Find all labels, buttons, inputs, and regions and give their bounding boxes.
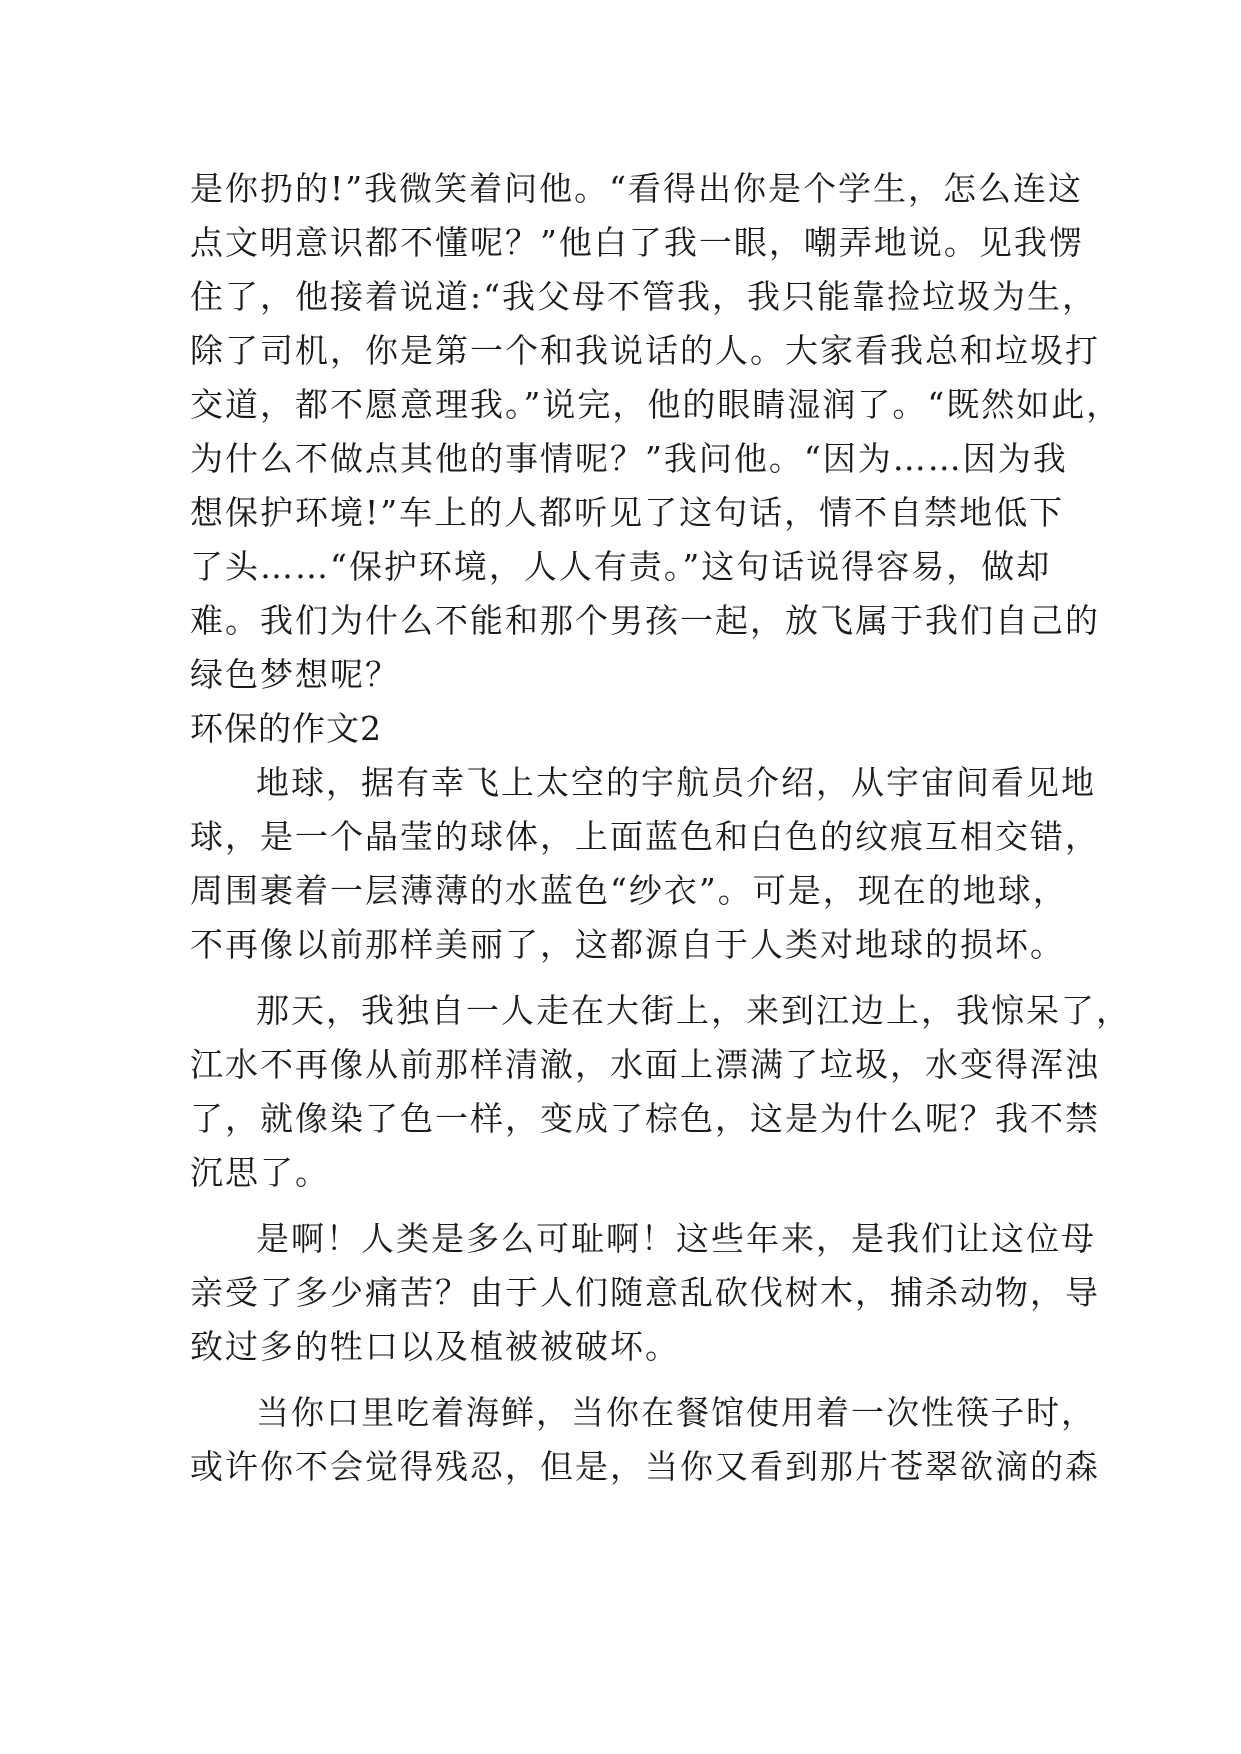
paragraph-3	[190, 984, 1131, 1200]
text-line: 亲受了多少痛苦？由于人们随意乱砍伐树木，捕杀动物，导	[190, 1273, 1100, 1312]
paragraph-4	[190, 1212, 1100, 1374]
text-line: 了头……“保护环境，人人有责。”这句话说得容易，做却	[190, 547, 1052, 586]
text-line: 当你口里吃着海鲜，当你在餐馆使用着一次性筷子时，	[256, 1393, 1096, 1432]
text-line: 致过多的牲口以及植被被破坏。	[190, 1327, 680, 1366]
text-line: 点文明意识都不懂呢？”他白了我一眼，嘲弄地说。见我愣	[190, 223, 1084, 262]
text-line: 交道，都不愿意理我。”说完，他的眼睛湿润了。“既然如此，	[190, 385, 1122, 424]
text-line: 沉思了。	[190, 1153, 330, 1192]
text-line: 除了司机，你是第一个和我说话的人。大家看我总和垃圾打	[190, 331, 1100, 370]
text-line: 地球，据有幸飞上太空的宇航员介绍，从宇宙间看见地	[256, 763, 1096, 802]
text-line: 绿色梦想呢？	[190, 655, 400, 694]
text-line: 江水不再像从前那样清澈，水面上漂满了垃圾，水变得浑浊	[190, 1045, 1100, 1084]
text-line: 不再像以前那样美丽了，这都源自于人类对地球的损坏。	[190, 925, 1065, 964]
text-line: 了，就像染了色一样，变成了棕色，这是为什么呢？我不禁	[190, 1099, 1100, 1138]
paragraph-gap	[190, 1374, 1070, 1386]
paragraph-5	[190, 1386, 1100, 1494]
paragraph-1	[190, 162, 1122, 702]
document-body	[190, 162, 1131, 1494]
text-line: 是啊！人类是多么可耻啊！这些年来，是我们让这位母	[256, 1219, 1096, 1258]
text-line: 球，是一个晶莹的球体，上面蓝色和白色的纹痕互相交错，	[190, 817, 1100, 856]
text-line: 周围裹着一层薄薄的水蓝色“纱衣”。可是，现在的地球，	[190, 871, 1068, 910]
text-line: 住了，他接着说道:“我父母不管我，我只能靠捡垃圾为生，	[190, 277, 1097, 316]
paragraph-gap	[190, 972, 1070, 984]
text-line: 那天，我独自一人走在大街上，来到江边上，我惊呆了，	[256, 991, 1131, 1030]
text-line: 或许你不会觉得残忍，但是，当你又看到那片苍翠欲滴的森	[190, 1447, 1100, 1486]
paragraph-gap	[190, 1200, 1070, 1212]
text-line: 想保护环境!”车上的人都听见了这句话，情不自禁地低下	[190, 493, 1065, 532]
text-line: 是你扔的!”我微笑着问他。“看得出你是个学生，怎么连这	[190, 169, 1084, 208]
section-heading: 环保的作文2	[190, 709, 382, 748]
text-line: 难。我们为什么不能和那个男孩一起，放飞属于我们自己的	[190, 601, 1100, 640]
text-line: 为什么不做点其他的事情呢？”我问他。“因为……因为我	[190, 439, 1068, 478]
paragraph-2	[190, 756, 1100, 972]
